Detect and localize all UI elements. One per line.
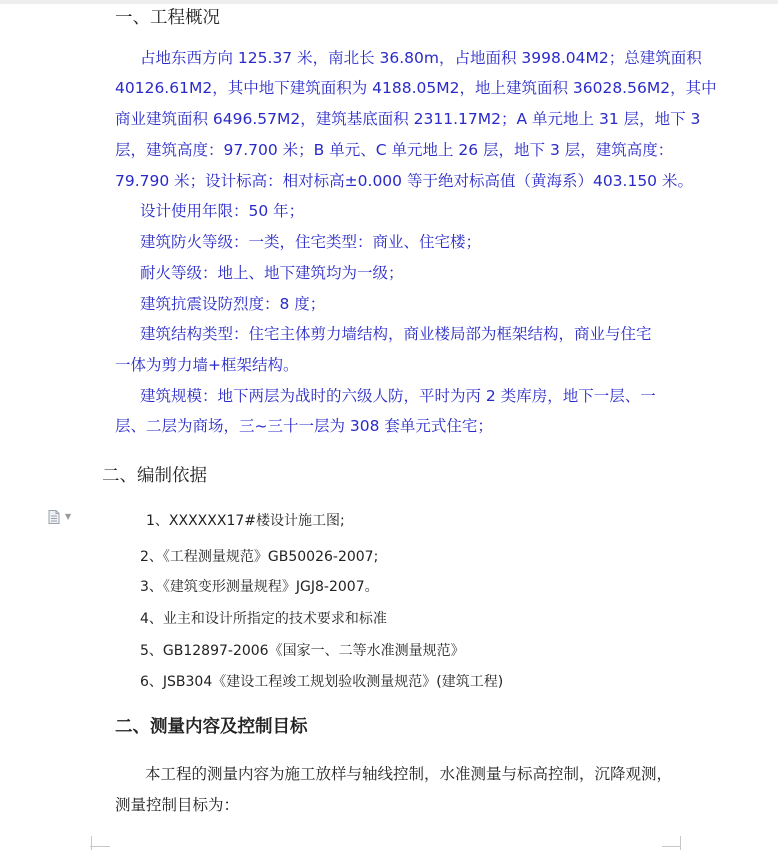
basis-item-1: 1、XXXXXX17#楼设计施工图; (146, 513, 345, 529)
fire-resistance-line: 耐火等级：地上、地下建筑均为一级； (140, 264, 404, 282)
seismic-line: 建筑抗震设防烈度：8 度； (140, 295, 326, 313)
section-heading-overview: 一、工程概况 (115, 8, 220, 28)
structure-line-2: 一体为剪力墙+框架结构。 (115, 356, 299, 374)
section-heading-basis: 二、编制依据 (102, 466, 207, 486)
fire-class-line: 建筑防火等级：一类，住宅类型：商业、住宅楼； (140, 233, 482, 251)
scale-line-2: 层、二层为商场，三~三十一层为 308 套单元式住宅； (115, 417, 493, 435)
basis-item-5: 5、GB12897-2006《国家一、二等水准测量规范》 (140, 643, 465, 659)
section-heading-measurement: 二、测量内容及控制目标 (115, 717, 308, 737)
basis-item-4: 4、业主和设计所指定的技术要求和标准 (140, 611, 387, 627)
overview-line-3: 商业建筑面积 6496.57M2，建筑基底面积 2311.17M2；A 单元地上 31 层，地下 3 (115, 110, 701, 128)
overview-line-5: 79.790 米；设计标高：相对标高±0.000 等于绝对标高值（黄海系）403.150 米。 (115, 172, 693, 190)
document-icon[interactable] (48, 510, 60, 524)
structure-line-1: 建筑结构类型：住宅主体剪力墙结构，商业楼局部为框架结构，商业与住宅 (140, 325, 652, 343)
design-life-line: 设计使用年限：50 年； (140, 202, 305, 220)
crop-mark-bottom-left-horizontal (90, 846, 110, 848)
basis-item-2: 2、《工程测量规范》GB50026-2007; (140, 549, 379, 565)
overview-line-4: 层，建筑高度：97.700 米；B 单元、C 单元地上 26 层，地下 3 层，建筑高度： (115, 141, 674, 159)
crop-mark-bottom-right-horizontal (662, 846, 680, 848)
measurement-line-1: 本工程的测量内容为施工放样与轴线控制，水准测量与标高控制，沉降观测， (145, 765, 673, 783)
overview-line-1: 占地东西方向 125.37 米，南北长 36.80m，占地面积 3998.04M2；总建筑面积 (140, 49, 702, 67)
basis-item-6: 6、JSB304《建设工程竣工规划验收测量规范》(建筑工程) (140, 674, 504, 690)
basis-item-3: 3、《建筑变形测量规程》JGJ8-2007。 (140, 579, 379, 595)
overview-line-2: 40126.61M2，其中地下建筑面积为 4188.05M2，地上建筑面积 36028.56M2，其中 (115, 79, 717, 97)
scale-line-1: 建筑规模：地下两层为战时的六级人防，平时为丙 2 类库房，地下一层、一 (140, 387, 656, 405)
measurement-line-2: 测量控制目标为： (115, 796, 240, 814)
page-top-edge (0, 0, 778, 4)
caret-down-icon[interactable]: ▼ (65, 512, 72, 521)
crop-mark-bottom-right (680, 836, 682, 850)
